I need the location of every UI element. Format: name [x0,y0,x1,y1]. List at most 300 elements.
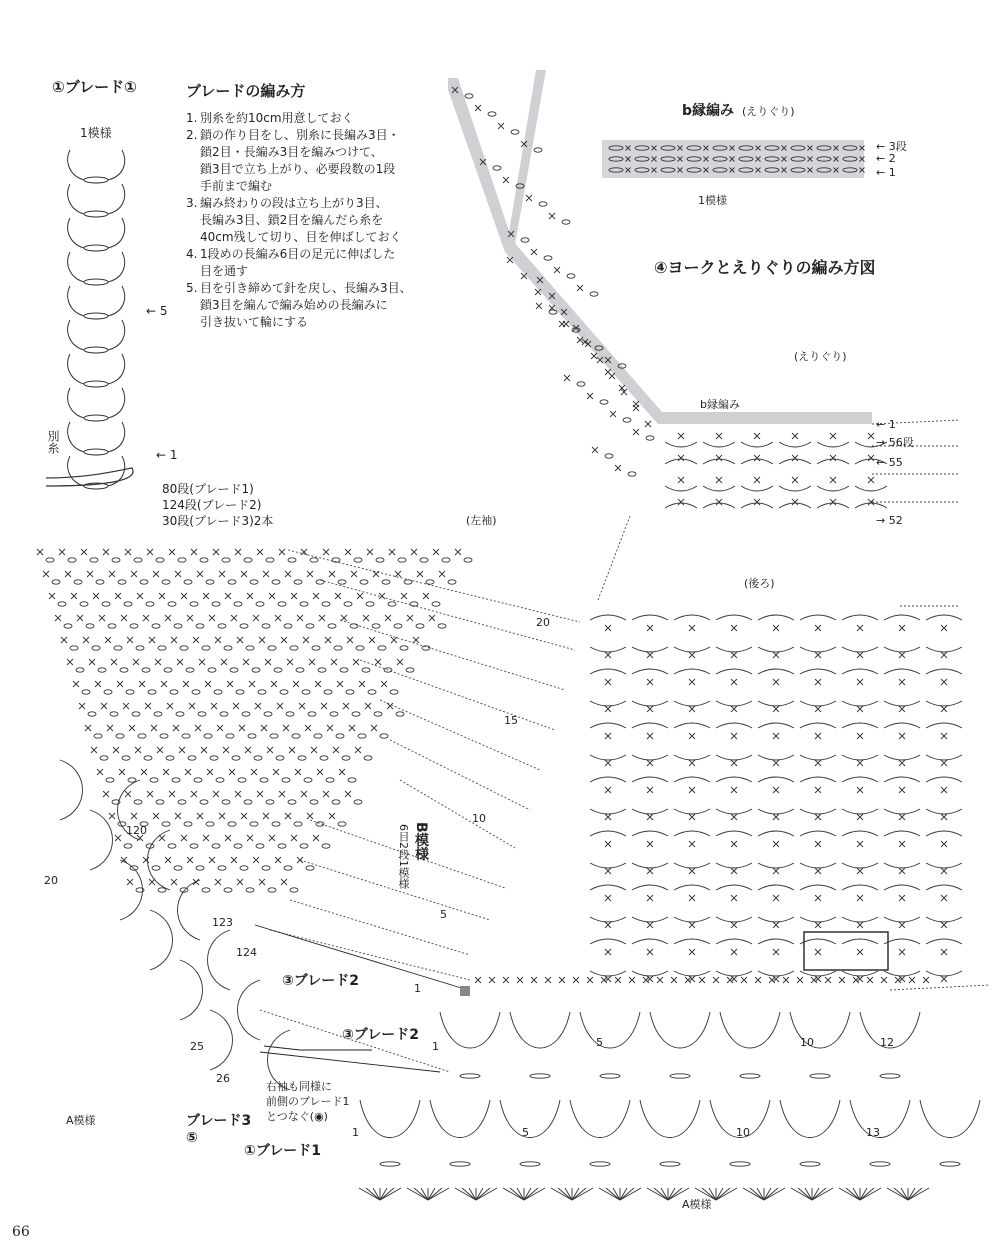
method-step [186,280,436,331]
chain-stitch-symbol [314,734,322,738]
chain-stitch-symbol [112,558,120,562]
single-crochet-symbol [941,841,947,847]
single-crochet-symbol [275,615,281,621]
single-crochet-symbol [279,549,285,555]
single-crochet-symbol [731,733,737,739]
chain-stitch-symbol [368,690,376,694]
braid-wave-symbol [510,1012,570,1048]
chain-stitch-symbol [438,624,446,628]
single-crochet-symbol [281,879,287,885]
chain-arc-symbol [674,939,710,944]
single-crochet-symbol [281,637,287,643]
pattern-b-name: B模様 [413,822,429,861]
b-edge-title: b縁編み [682,103,735,119]
left-number-25: 25 [190,1040,204,1053]
single-crochet-symbol [137,593,143,599]
braid-wave-symbol [60,760,83,820]
single-crochet-symbol [657,977,663,983]
chain-arc-symbol [716,669,752,674]
chain-stitch-symbol [312,646,320,650]
single-crochet-symbol [731,706,737,712]
single-crochet-symbol [257,791,263,797]
chain-stitch-symbol [76,668,84,672]
chain-stitch-symbol [286,712,294,716]
single-crochet-symbol [439,571,445,577]
chain-stitch-symbol [58,602,66,606]
single-crochet-symbol [283,725,289,731]
single-crochet-symbol [233,703,239,709]
single-crochet-symbol [899,760,905,766]
single-crochet-symbol [365,703,371,709]
single-crochet-symbol [678,477,684,483]
chain-stitch-symbol [118,580,126,584]
single-crochet-symbol [689,733,695,739]
single-crochet-symbol [181,835,187,841]
single-crochet-symbol [215,637,221,643]
single-crochet-symbol [235,549,241,555]
single-crochet-symbol [629,977,635,983]
single-crochet-symbol [197,813,203,819]
single-crochet-symbol [605,895,611,901]
fan-stitch-symbol [908,1188,922,1200]
single-crochet-symbol [175,813,181,819]
single-crochet-symbol [731,895,737,901]
chain-stitch-symbol [623,418,631,422]
single-crochet-symbol [475,977,481,983]
chain-arc-symbol [800,917,836,922]
chain-stitch-symbol [380,1162,400,1166]
single-crochet-symbol [407,615,413,621]
chain-stitch-symbol [212,844,220,848]
chain-stitch-symbol [254,756,262,760]
fan-stitch-symbol [846,1188,860,1200]
single-crochet-symbol [517,977,523,983]
chain-stitch-symbol [266,558,274,562]
single-crochet-symbol [239,725,245,731]
braid-arc-symbol [68,252,125,282]
fan-stitch-symbol [524,1188,538,1200]
chain-arc-symbol [842,755,878,760]
single-crochet-symbol [716,433,722,439]
single-crochet-symbol [868,455,874,461]
single-crochet-symbol [129,725,135,731]
chain-stitch-symbol [354,558,362,562]
chain-stitch-symbol [567,274,575,278]
single-crochet-symbol [347,637,353,643]
chain-stitch-symbol [382,580,390,584]
single-crochet-symbol [815,706,821,712]
chain-stitch-symbol [328,624,336,628]
chain-stitch-symbol [222,558,230,562]
single-crochet-symbol [313,593,319,599]
chain-stitch-symbol [600,400,608,404]
single-crochet-symbol [605,679,611,685]
chain-stitch-symbol [308,712,316,716]
braid1-label: ①ブレード1 [244,1143,322,1159]
single-crochet-symbol [149,879,155,885]
chain-stitch-symbol [330,712,338,716]
chain-arc-symbol [632,863,668,868]
chain-arc-symbol [842,615,878,620]
single-crochet-symbol [633,429,639,435]
chain-stitch-symbol [390,690,398,694]
chain-stitch-symbol [166,756,174,760]
single-crochet-symbol [169,549,175,555]
single-crochet-symbol [297,857,303,863]
braid-wave-symbol [208,930,231,990]
single-crochet-symbol [243,659,249,665]
single-crochet-symbol [689,814,695,820]
single-crochet-symbol [727,977,733,983]
chain-stitch-symbol [206,580,214,584]
fan-stitch-symbol [894,1188,908,1200]
single-crochet-symbol [161,681,167,687]
chain-stitch-symbol [342,756,350,760]
single-crochet-symbol [171,879,177,885]
single-crochet-symbol [899,922,905,928]
chain-arc-symbol [884,863,920,868]
yoke-chart-title: ④ヨークとえりぐりの編み方図 [654,258,876,277]
chain-arc-symbol [817,442,849,447]
chain-stitch-symbol [226,734,234,738]
method-step-text: 別糸を約10cm用意しておく [200,111,354,125]
single-crochet-symbol [815,895,821,901]
chain-arc-symbol [674,777,710,782]
single-crochet-symbol [587,393,593,399]
single-crochet-symbol [699,977,705,983]
rows-note-3: 30段(ブレード3)2本 [162,514,274,528]
single-crochet-symbol [857,949,863,955]
single-crochet-symbol [101,703,107,709]
fan-stitch-symbol [716,1188,730,1200]
single-crochet-symbol [95,681,101,687]
braid-wave-symbol [180,960,203,1020]
single-crochet-symbol [267,747,273,753]
single-crochet-symbol [592,447,598,453]
fan-stitch-symbol [750,1188,764,1200]
braid-wave-symbol [360,1100,420,1138]
chain-arc-symbol [590,917,626,922]
chain-stitch-symbol [120,668,128,672]
single-crochet-symbol [91,747,97,753]
single-crochet-symbol [333,747,339,753]
chain-stitch-symbol [338,822,346,826]
single-crochet-symbol [255,703,261,709]
b-edge-pattern-label: 1模様 [698,194,727,207]
single-crochet-symbol [381,681,387,687]
left-number-120: 120 [126,824,147,837]
method-step [186,110,436,127]
chain-stitch-symbol [432,602,440,606]
single-crochet-symbol [815,760,821,766]
single-crochet-symbol [754,433,760,439]
chain-arc-symbol [800,669,836,674]
single-crochet-symbol [209,615,215,621]
chain-arc-symbol [884,615,920,620]
chain-stitch-symbol [350,624,358,628]
chain-stitch-symbol [246,888,254,892]
chain-stitch-symbol [100,756,108,760]
single-crochet-symbol [149,637,155,643]
chain-stitch-symbol [234,844,242,848]
single-crochet-symbol [203,835,209,841]
single-crochet-symbol [159,835,165,841]
chain-arc-symbol [779,442,811,447]
chain-stitch-symbol [646,436,654,440]
chain-arc-symbol [674,885,710,890]
chain-stitch-symbol [182,734,190,738]
method-step-text: 編み終わりの段は立ち上がり3目、 長編み3目、鎖2目を編んだら糸を 40cm残して切り、目を伸ばしておく [200,196,402,244]
chain-stitch-symbol [196,624,204,628]
chain-arc-symbol [926,701,962,706]
chain-stitch-symbol [268,646,276,650]
chain-arc-symbol [758,885,794,890]
single-crochet-symbol [323,549,329,555]
chain-stitch-symbol [216,778,224,782]
single-crochet-symbol [371,725,377,731]
chain-arc-symbol [632,971,668,976]
note-right-sleeve-3: とつなぐ(◉) [266,1110,328,1123]
chain-stitch-symbol [264,712,272,716]
single-crochet-symbol [713,977,719,983]
chain-stitch-symbol [404,580,412,584]
single-crochet-symbol [257,549,263,555]
chain-stitch-symbol [280,690,288,694]
chain-stitch-symbol [88,712,96,716]
single-crochet-symbol [868,477,874,483]
single-crochet-symbol [117,681,123,687]
chain-stitch-symbol [324,690,332,694]
chain-arc-symbol [590,777,626,782]
chain-stitch-symbol [340,668,348,672]
single-crochet-symbol [563,321,569,327]
left-braid-title: ①ブレード① [52,78,137,96]
chain-stitch-symbol [290,646,298,650]
chain-arc-symbol [800,863,836,868]
single-crochet-symbol [754,455,760,461]
chain-arc-symbol [926,939,962,944]
single-crochet-symbol [249,681,255,687]
yoke-row-52: → 52 [876,514,903,527]
single-crochet-symbol [857,706,863,712]
b-edge-row-1: ← 1 [876,166,896,179]
braid-wave-symbol [920,1100,980,1138]
braid-chain-symbol [84,211,108,217]
pattern-b-note: 6目2段1模様 [397,824,410,889]
chain-stitch-symbol [192,690,200,694]
chain-stitch-symbol [278,602,286,606]
single-crochet-symbol [587,977,593,983]
single-crochet-symbol [99,615,105,621]
chain-arc-symbol [716,809,752,814]
braid-chain-symbol [84,415,108,421]
single-crochet-symbol [55,615,61,621]
single-crochet-symbol [731,679,737,685]
chain-stitch-symbol [420,558,428,562]
single-crochet-symbol [868,433,874,439]
chain-stitch-symbol [562,220,570,224]
single-crochet-symbol [355,747,361,753]
single-crochet-symbol [647,895,653,901]
chain-arc-symbol [590,647,626,652]
single-crochet-symbol [685,977,691,983]
single-crochet-symbol [135,747,141,753]
chain-stitch-symbol [250,822,258,826]
single-crochet-symbol [899,841,905,847]
chain-arc-symbol [674,615,710,620]
single-crochet-symbol [111,659,117,665]
single-crochet-symbol [65,571,71,577]
chain-arc-symbol [590,723,626,728]
chain-stitch-symbol [374,712,382,716]
chain-stitch-symbol [284,866,292,870]
single-crochet-symbol [185,769,191,775]
single-crochet-symbol [125,791,131,797]
chain-stitch-symbol [250,580,258,584]
chain-stitch-symbol [202,888,210,892]
single-crochet-symbol [605,922,611,928]
method-step-number: 2. [186,128,198,142]
chain-arc-symbol [817,459,849,464]
single-crochet-symbol [647,841,653,847]
single-crochet-symbol [773,949,779,955]
chain-stitch-symbol [74,580,82,584]
fan-stitch-symbol [620,1188,634,1200]
single-crochet-symbol [103,791,109,797]
chain-stitch-symbol [300,602,308,606]
single-crochet-symbol [857,733,863,739]
single-crochet-symbol [647,625,653,631]
single-crochet-symbol [373,571,379,577]
braid-wave-symbol [790,1012,850,1048]
braid-wave-symbol [850,1100,910,1138]
single-crochet-symbol [731,814,737,820]
chain-stitch-symbol [178,558,186,562]
braid-wave-symbol [640,1100,700,1138]
single-crochet-symbol [647,733,653,739]
chain-stitch-symbol [288,558,296,562]
chain-stitch-symbol [298,756,306,760]
chain-arc-symbol [703,442,735,447]
single-crochet-symbol [773,814,779,820]
chain-arc-symbol [758,723,794,728]
single-crochet-symbol [899,949,905,955]
chain-stitch-symbol [162,580,170,584]
single-crochet-symbol [689,895,695,901]
chain-stitch-symbol [190,844,198,848]
single-crochet-symbol [343,703,349,709]
single-crochet-symbol [219,813,225,819]
single-crochet-symbol [909,977,915,983]
single-crochet-symbol [941,976,947,982]
single-crochet-symbol [830,433,836,439]
chain-stitch-symbol [232,756,240,760]
method-steps [186,110,436,331]
chain-stitch-symbol [174,866,182,870]
braid-wave-symbol [178,880,201,940]
braid-wave-symbol [440,1012,500,1048]
chain-arc-symbol [758,863,794,868]
chain-arc-symbol [590,939,626,944]
single-crochet-symbol [839,977,845,983]
single-crochet-symbol [119,769,125,775]
single-crochet-symbol [307,571,313,577]
chain-arc-symbol [926,647,962,652]
chain-stitch-symbol [880,1074,900,1078]
single-crochet-symbol [678,499,684,505]
chain-stitch-symbol [294,822,302,826]
single-crochet-symbol [773,679,779,685]
page-number: 66 [12,1224,30,1240]
fan-stitch-symbol [366,1188,380,1200]
single-crochet-symbol [85,725,91,731]
single-crochet-symbol [263,813,269,819]
single-crochet-symbol [131,571,137,577]
single-crochet-symbol [605,652,611,658]
chain-arc-symbol [855,486,887,491]
single-crochet-symbol [197,571,203,577]
chain-arc-symbol [758,701,794,706]
chain-arc-symbol [741,486,773,491]
chain-stitch-symbol [493,166,501,170]
left-number-124: 124 [236,946,257,959]
left-number-26: 26 [216,1072,230,1085]
single-crochet-symbol [941,733,947,739]
chain-arc-symbol [590,971,626,976]
chain-stitch-symbol [178,800,186,804]
single-crochet-symbol [201,747,207,753]
chain-arc-symbol [800,885,836,890]
single-crochet-symbol [259,637,265,643]
chain-stitch-symbol [98,668,106,672]
chain-stitch-symbol [174,624,182,628]
braid-row-5-label: ← 5 [146,304,168,318]
chain-arc-symbol [842,701,878,706]
single-crochet-symbol [605,949,611,955]
chain-stitch-symbol [304,778,312,782]
chain-arc-symbol [926,885,962,890]
single-crochet-symbol [536,303,542,309]
chain-stitch-symbol [660,1162,680,1166]
braid-arc-symbol [68,354,125,384]
single-crochet-symbol [73,681,79,687]
method-step-number: 4. [186,247,198,261]
single-crochet-symbol [545,977,551,983]
single-crochet-symbol [899,706,905,712]
fan-stitch-symbol [428,1188,442,1200]
single-crochet-symbol [815,868,821,874]
braid2-label-upper: ③ブレード2 [282,973,360,989]
back-row-15: 15 [504,714,518,727]
braid2-label-lower: ③ブレード2 [342,1027,420,1043]
chain-stitch-symbol [292,734,300,738]
chain-stitch-symbol [110,712,118,716]
fan-stitch-symbol [764,1188,778,1200]
chain-stitch-symbol [146,602,154,606]
chain-stitch-symbol [278,844,286,848]
single-crochet-symbol [417,571,423,577]
single-crochet-symbol [179,747,185,753]
chain-stitch-symbol [236,690,244,694]
single-crochet-symbol [475,105,481,111]
chain-arc-symbol [665,503,697,508]
chain-stitch-symbol [448,580,456,584]
chain-stitch-symbol [306,624,314,628]
chain-stitch-symbol [168,602,176,606]
chain-stitch-symbol [144,756,152,760]
single-crochet-symbol [647,760,653,766]
single-crochet-symbol [531,977,537,983]
